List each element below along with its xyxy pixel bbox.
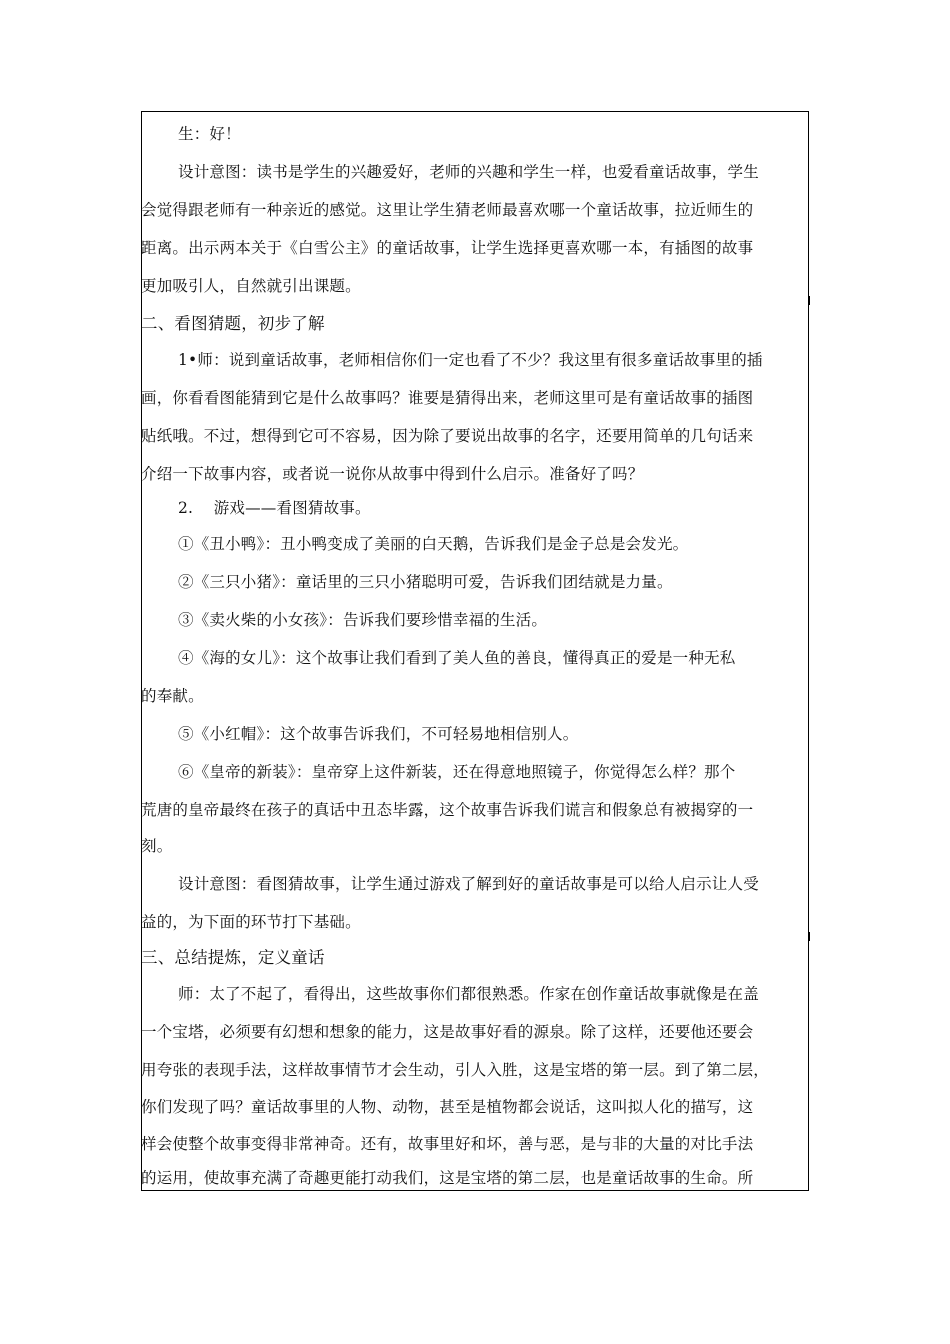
list-item: ②《三只小猪》：童话里的三只小猪聪明可爱，告诉我们团结就是力量。 bbox=[178, 573, 673, 591]
paragraph-line: 贴纸哦。不过，想得到它可不容易，因为除了要说出故事的名字，还要用简单的几句话来 bbox=[141, 427, 754, 445]
paragraph-line: 样会使整个故事变得非常神奇。还有，故事里好和坏，善与恶，是与非的大量的对比手法 bbox=[141, 1135, 754, 1153]
paragraph-line: 画，你看看图能猜到它是什么故事吗？谁要是猜得出来，老师这里可是有童话故事的插图 bbox=[141, 389, 754, 407]
paragraph-line: 荒唐的皇帝最终在孩子的真话中丑态毕露，这个故事告诉我们谎言和假象总有被揭穿的一 bbox=[141, 801, 754, 819]
section-heading: 二、看图猜题，初步了解 bbox=[141, 314, 325, 333]
list-item: ④《海的女儿》：这个故事让我们看到了美人鱼的善良，懂得真正的爱是一种无私 bbox=[178, 649, 736, 667]
paragraph-line: 的运用，使故事充满了奇趣更能打动我们，这是宝塔的第二层，也是童话故事的生命。所 bbox=[141, 1169, 754, 1187]
paragraph-line: 距离。出示两本关于《白雪公主》的童话故事，让学生选择更喜欢哪一本，有插图的故事 bbox=[141, 239, 754, 257]
paragraph-line: 刻。 bbox=[141, 837, 173, 855]
paragraph-line: 会觉得跟老师有一种亲近的感觉。这里让学生猜老师最喜欢哪一个童话故事，拉近师生的 bbox=[141, 201, 754, 219]
list-item: ⑥《皇帝的新装》：皇帝穿上这件新装，还在得意地照镜子，你觉得怎么样？那个 bbox=[178, 763, 736, 781]
paragraph-line: 1•师：说到童话故事，老师相信你们一定也看了不少？我这里有很多童话故事里的插 bbox=[178, 351, 763, 369]
paragraph-line: 更加吸引人，自然就引出课题。 bbox=[141, 277, 361, 295]
row-divider-tick bbox=[808, 932, 810, 941]
list-item: ⑤《小红帽》：这个故事告诉我们，不可轻易地相信别人。 bbox=[178, 725, 579, 743]
list-item: ③《卖火柴的小女孩》：告诉我们要珍惜幸福的生活。 bbox=[178, 611, 548, 629]
section-heading: 三、总结提炼，定义童话 bbox=[141, 948, 325, 967]
paragraph-line: 师：太了不起了，看得出，这些故事你们都很熟悉。作家在创作童话故事就像是在盖 bbox=[178, 985, 759, 1003]
paragraph-line: 介绍一下故事内容，或者说一说你从故事中得到什么启示。准备好了吗？ bbox=[141, 465, 644, 483]
paragraph-line: 一个宝塔，必须要有幻想和想象的能力，这是故事好看的源泉。除了这样，还要他还要会 bbox=[141, 1023, 754, 1041]
paragraph-line: 设计意图：看图猜故事，让学生通过游戏了解到好的童话故事是可以给人启示让人受 bbox=[178, 875, 759, 893]
paragraph-line: 生：好！ bbox=[178, 125, 241, 143]
paragraph-line: 你们发现了吗？童话故事里的人物、动物，甚至是植物都会说话，这叫拟人化的描写，这 bbox=[141, 1098, 754, 1116]
paragraph-line: 益的，为下面的环节打下基础。 bbox=[141, 913, 361, 931]
list-item: ①《丑小鸭》：丑小鸭变成了美丽的白天鹅，告诉我们是金子总是会发光。 bbox=[178, 535, 689, 553]
paragraph-line: 设计意图：读书是学生的兴趣爱好，老师的兴趣和学生一样，也爱看童话故事，学生 bbox=[178, 163, 759, 181]
paragraph-line: 2. 游戏——看图猜故事。 bbox=[178, 499, 371, 517]
paragraph-line: 用夸张的表现手法，这样故事情节才会生动，引人入胜，这是宝塔的第一层。到了第二层， bbox=[141, 1061, 770, 1079]
paragraph-line: 的奉献。 bbox=[141, 687, 204, 705]
table-bottom-border bbox=[141, 1190, 809, 1191]
row-divider-tick bbox=[808, 296, 810, 305]
